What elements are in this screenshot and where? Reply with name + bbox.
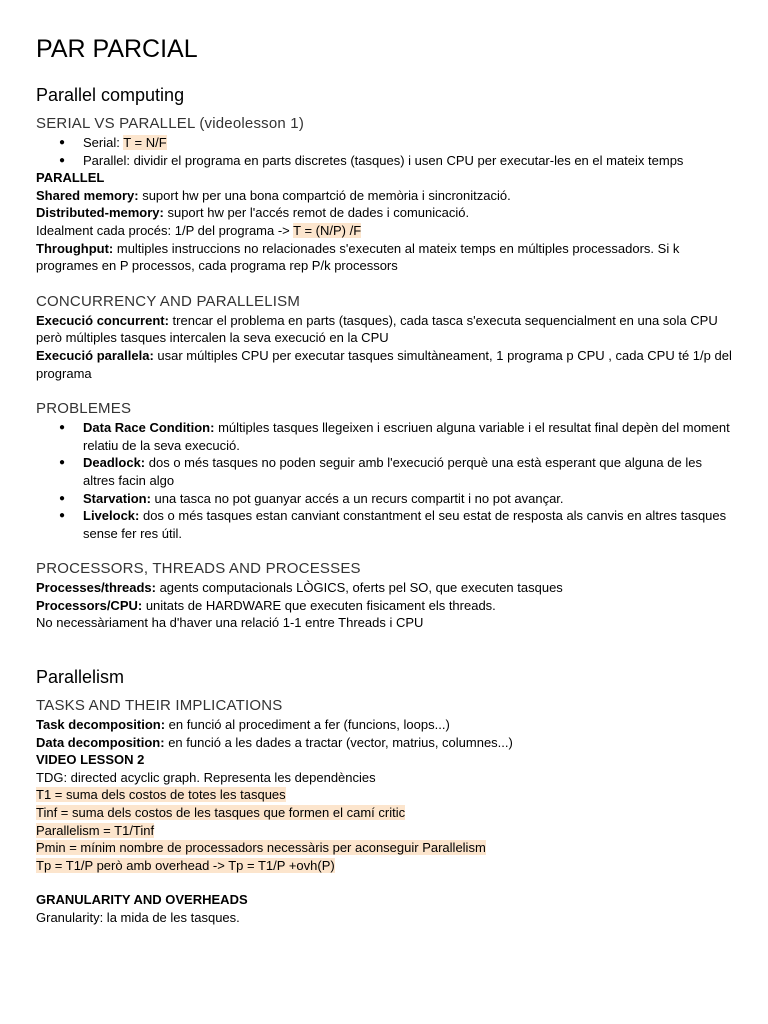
highlighted-line-t1: T1 = suma dels costos de totes les tasques bbox=[36, 787, 286, 803]
bold-label-video-lesson: VIDEO LESSON 2 bbox=[36, 752, 145, 768]
paragraph-processors-cpu: Processors/CPU: unitats de HARDWARE que executen fisicament els threads. bbox=[36, 597, 496, 613]
paragraph-tdg: TDG: directed acyclic graph. Representa les dependències bbox=[36, 769, 376, 785]
list-item: ● Serial: T = N/F bbox=[83, 134, 732, 152]
section-heading-parallelism: Parallelism bbox=[36, 667, 125, 688]
highlighted-line-tp: Tp = T1/P però amb overhead -> Tp = T1/P +ovh(P) bbox=[36, 857, 335, 873]
bold-label-granularity: GRANULARITY AND OVERHEADS bbox=[36, 892, 248, 908]
highlighted-formula: T = (N/P) /F bbox=[293, 222, 362, 238]
highlighted-line-tinf: Tinf = suma dels costos de les tasques que formen el camí critic bbox=[36, 805, 406, 821]
list-item: ● Data Race Condition: múltiples tasques llegeixen i escriuen alguna variable i el resultat final depèn del moment relatiu de la seva execució. bbox=[83, 419, 732, 454]
paragraph-distributed-memory: Distributed-memory: suport hw per l'accés remot de dades i comunicació. bbox=[36, 205, 470, 221]
paragraph-shared-memory: Shared memory: suport hw per una bona compartció de memòria i sincronització. bbox=[36, 187, 511, 203]
list-item: ● Parallel: dividir el programa en parts discretes (tasques) i usen CPU per executar-les en el mateix temps bbox=[83, 152, 732, 170]
paragraph-ideal: Idealment cada procés: 1/P del programa -> T = (N/P) /F bbox=[36, 222, 362, 238]
paragraph-data-decomposition: Data decomposition: en funció a les dades a tractar (vector, matrius, columnes...) bbox=[36, 734, 513, 750]
list-item: ● Livelock: dos o més tasques estan canviant constantment el seu estat de resposta als canvis en altres tasques sense fer res útil. bbox=[83, 507, 732, 542]
list-item: ● Deadlock: dos o més tasques no poden seguir amb l'execució perquè una està esperant que alguna de les altres facin algo bbox=[83, 454, 732, 489]
subheading-problemes: PROBLEMES bbox=[36, 400, 132, 418]
bullet-list-problemes bbox=[36, 419, 732, 542]
paragraph-concurrent: Execució concurrent: trencar el problema en parts (tasques), cada tasca s'executa sequencialment en una sola CPU però múltiples tasques intercalen la seva execució en la CPU bbox=[36, 312, 718, 346]
highlighted-line-parallelism: Parallelism = T1/Tinf bbox=[36, 822, 155, 838]
section-heading-parallel-computing: Parallel computing bbox=[36, 85, 185, 105]
bullet-list-serial-parallel bbox=[36, 134, 732, 169]
subheading-serial-vs-parallel: SERIAL VS PARALLEL (videolesson 1) bbox=[36, 115, 305, 132]
subheading-tasks: TASKS AND THEIR IMPLICATIONS bbox=[36, 697, 283, 715]
paragraph-granularity: Granularity: la mida de les tasques. bbox=[36, 910, 240, 925]
subheading-processors: PROCESSORS, THREADS AND PROCESSES bbox=[36, 560, 361, 578]
highlighted-line-pmin: Pmin = mínim nombre de processadors necessàris per aconseguir Parallelism bbox=[36, 840, 486, 856]
paragraph-note: No necessàriament ha d'haver una relació 1-1 entre Threads i CPU bbox=[36, 615, 424, 631]
document-title: PAR PARCIAL bbox=[36, 35, 198, 63]
paragraph-throughput: Throughput: multiples instruccions no relacionades s'executen al mateix temps en múltiples processadors. Si k programes en P processos, cada programa rep P/k processors bbox=[36, 240, 680, 274]
highlighted-formula: T = N/F bbox=[123, 135, 167, 150]
paragraph-processes-threads: Processes/threads: agents computacionals LÒGICS, oferts pel SO, que executen tasques bbox=[36, 580, 563, 596]
subheading-concurrency: CONCURRENCY AND PARALLELISM bbox=[36, 292, 301, 310]
paragraph-task-decomposition: Task decomposition: en funció al procediment a fer (funcions, loops...) bbox=[36, 717, 450, 733]
bold-label-parallel: PARALLEL bbox=[36, 170, 105, 186]
paragraph-parallel-exec: Execució parallela: usar múltiples CPU per executar tasques simultàneament, 1 programa p CPU , cada CPU té 1/p del programa bbox=[36, 347, 732, 381]
list-item: ● Starvation: una tasca no pot guanyar accés a un recurs compartit i no pot avançar. bbox=[83, 490, 732, 508]
